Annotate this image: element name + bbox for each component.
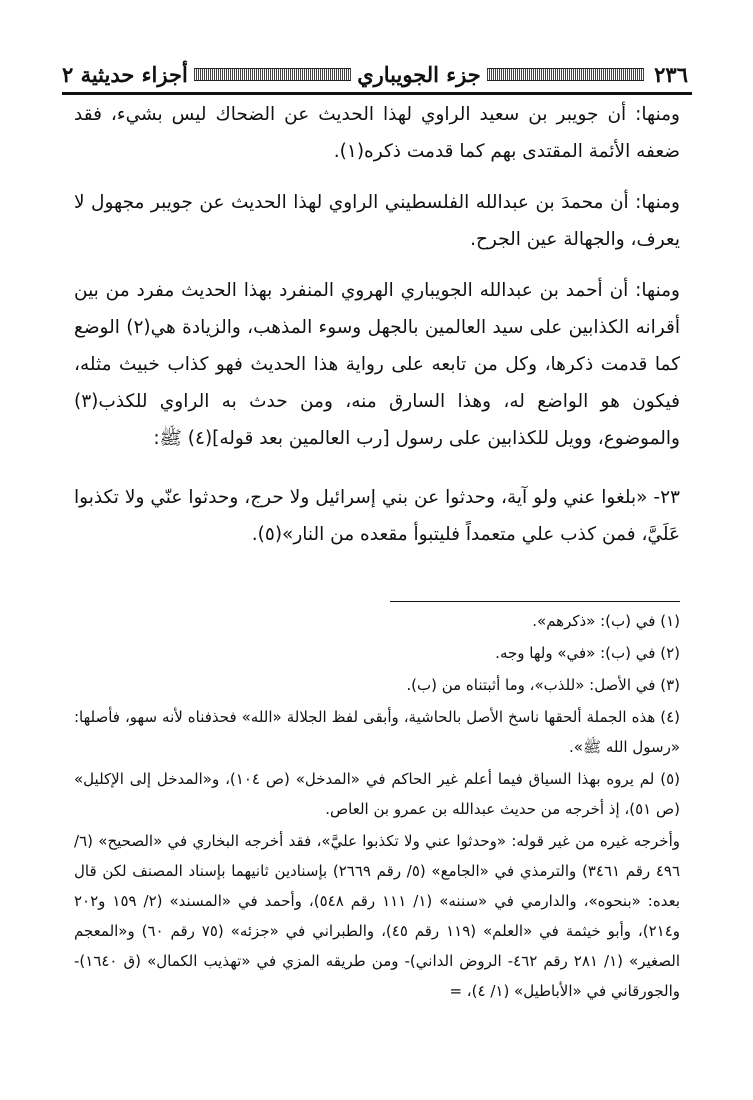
footnote-separator [390, 601, 680, 602]
book-title: أجزاء حديثية ٢ [61, 61, 188, 87]
hadith-paragraph: ٢٣- «بلغوا عني ولو آية، وحدثوا عن بني إسرائيل ولا حرج، وحدثوا عنّي ولا تكذبوا عَلَيَّ، فمن كذب علي متعمداً فليتبوأ مقعده من النار»(٥). [74, 487, 680, 545]
footnote: (٢) في (ب): «في» ولها وجه. [495, 644, 680, 662]
paragraph: ومنها: أن محمدَ بن عبدالله الفلسطيني الراوي لهذا الحديث عن جويبر مجهول لا يعرف، والجهالة عين الجرح. [74, 192, 680, 250]
footnote: (٣) في الأصل: «للذب»، وما أثبتناه من (ب). [406, 676, 680, 694]
footnotes [74, 606, 680, 1006]
footnote: (٥) لم يروه بهذا السياق فيما أعلم غير الحاكم في «المدخل» (ص ١٠٤)، و«المدخل إلى الإكليل» (ص ٥١)، إذ أخرجه من حديث عبدالله بن عمرو بن العاص. [74, 770, 681, 818]
footnote: (١) في (ب): «ذكرهم». [532, 612, 680, 630]
page-header [62, 56, 692, 95]
footnote-continuation: وأخرجه غيره من غير قوله: «وحدثوا عني ولا تكذبوا عليَّ»، فقد أخرجه البخاري في «الصحيح» (٦/ ٤٩٦ رقم ٣٤٦١) والترمذي في «الجامع» (٥/ رقم ٢٦٦٩) بإسنادين ثانيهما بإسناد المصنف لكن قال بعده: «بنحوه»، والدارمي في «سننه» (١/ ١١١ رقم ٥٤٨)، وأحمد في «المسند» (٢/ ١٥٩ و٢٠٢ و٢١٤)، وأبو خيثمة في «العلم» (١١٩ رقم ٤٥)، والطبراني في «جزئه» (٧٥ رقم ٦٠) و«المعجم الصغير» (١/ ٢٨١ رقم ٤٦٢- الروض الداني)- ومن طريقه المزي في «تهذيب الكمال» (ق ١٦٤٠)- والجورقاني في «الأباطيل» (١/ ٤)، = [74, 832, 681, 1000]
paragraph: ومنها: أن أحمد بن عبدالله الجويباري الهروي المنفرد بهذا الحديث مفرد من بين أقرانه الكذابين على سيد العالمين بالجهل وسوء المذهب، والزيادة هي(٢) الوضع كما قدمت ذكرها، وكل من تابعه على رواية هذا الحديث فهو كذاب خبيث مثله، فيكون هو الواضع له، وهذا السارق منه، ومن حدث به الراوي للكذب(٣) والموضوع، وويل للكذابين على رسول [رب العالمين بعد قوله](٤) ﷺ: [74, 280, 681, 449]
main-text [74, 96, 680, 553]
paragraph: ومنها: أن جويبر بن سعيد الراوي لهذا الحديث عن الضحاك ليس بشيء، فقد ضعفه الأئمة المقتدى بهم كما قدمت ذكره(١). [74, 104, 680, 162]
page-number: ٢٣٦ [654, 61, 688, 87]
header-ornament-bar [194, 68, 351, 81]
running-title: جزء الجويباري [357, 61, 481, 87]
footnote: (٤) هذه الجملة ألحقها ناسخ الأصل بالحاشية، وأبقى لفظ الجلالة «الله» فحذفناه لأنه سهو، فأصلها: «رسول الله ﷺ». [74, 708, 680, 756]
header-ornament-bar [487, 68, 644, 81]
